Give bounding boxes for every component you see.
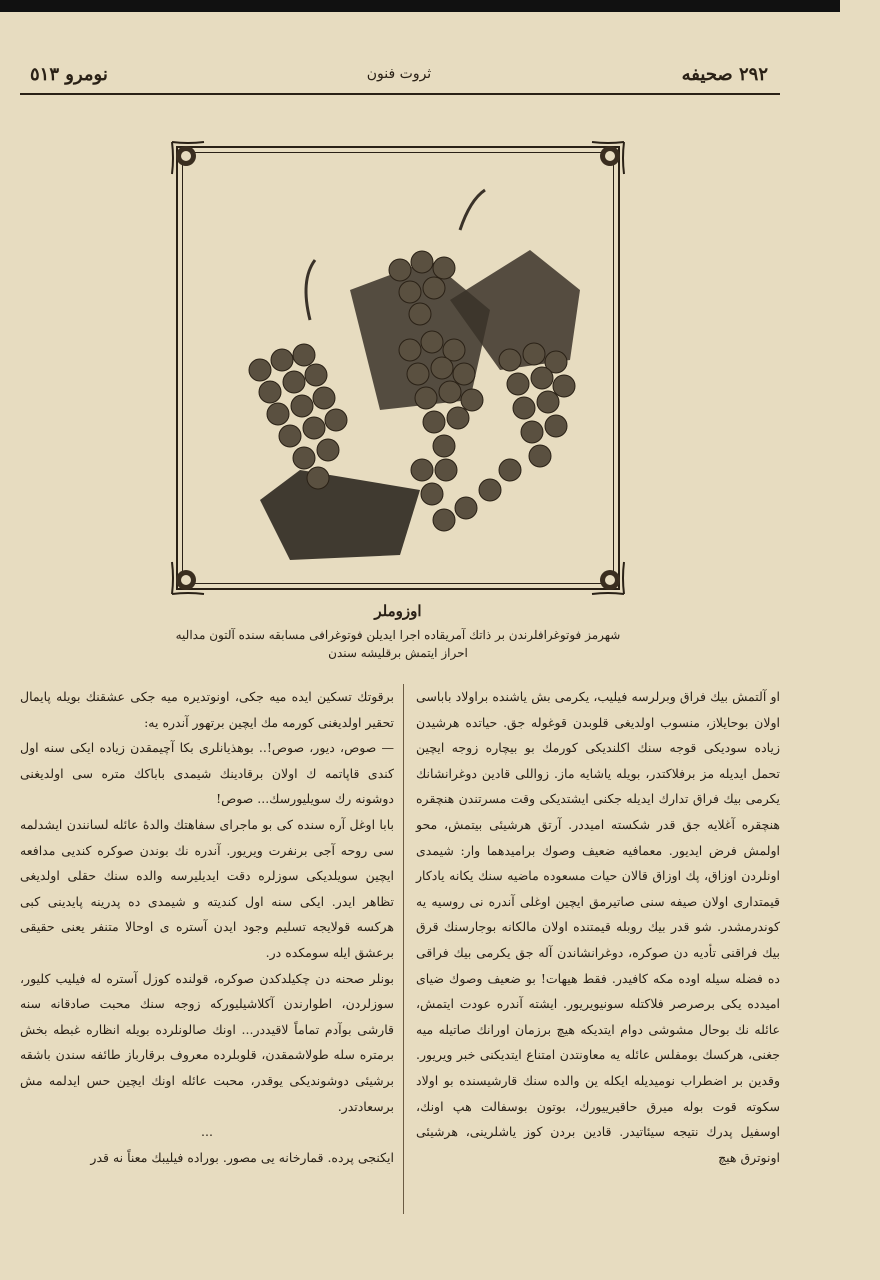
column-divider bbox=[403, 684, 404, 1214]
paragraph: بونلر صحنه دن چكيلدكدن صوكره، قولنده كوزل آستره له فيليب كليور، سوزلردن، اطوارندن آكلاشيليوركه زوجه سنك محبت صادقانه سنه قارشى بوآدم تماماً لاقيددر... اونك صالونلرده بويله انظاره غبطه بخش برمتره سله طولاشمقدن، قلوبلرده معروف برقارباز طائفه سندن باشقه برشيئى دوشونديكى يوقدر، محبت عائله اونك ايچين حس ايدلمه مش برسعادتدر. bbox=[20, 970, 394, 1114]
caption-text: شهرمز فوتوغرافلرندن بر ذاتك آمريقاده اجرا ايديلن فوتوغرافى مسابقه سنده آلتون مداليه احراز ايتمش برقليشه سندن bbox=[175, 628, 621, 660]
page-number: ٢٩٢ صحيفه bbox=[681, 64, 768, 85]
issue-number: نومرو ٥١٣ bbox=[30, 64, 108, 85]
caption-title: اوزوملر bbox=[374, 602, 422, 620]
paragraph: برقوتك تسكين ايده ميه جكى، اونوتديره ميه جكى عشقنك بويله پايمال تحقير اولديغنى كورمه مك ايچين برتهور آندره يه: bbox=[20, 689, 394, 730]
grapes-photograph bbox=[200, 170, 596, 566]
paragraph: او آلتمش بيك فراق وبرلرسه فيليب، يكرمى بش ياشنده براولاد باباسى اولان بوحايلاز، منسوب اولديغى قلوبدن قوغوله جق. حياتده هرشيدن زياده سوديكى قوجه سنك اكلنديكى كورمك بو بيچاره زوجه ايچين تحمل ايديله مز برفلاكتدر، بويله ياشايه ماز. زواللى قادين دوغرانشانك يكرمى بيك فراق تدارك ايديله جكنى ايشتديكى وقت مسرتندن هنچقره هنچقره آغلايه جق قدر شكسته اميددر. آرتق هرشيئى بيتمش، محو اولمش فرض ايديور. معمافيه ضعيف وصوك براميدهما وار: شيمدى اونلردن اوزاق، پك اوزاق قالان حيات مسعوده ماضيه سنك يكانه يادكار قيمتدارى اولان صيفه سنى صاتيرمق ايچين اوغلى آندره نى روسيه يه كوندرمشدر. شو قدر بيك روبله قيمتنده اولان مالكانه بوجارسنك قرق بيك فراقنى تأديه دن صوكره، دوغرانشاندن آله جق يكرمى بيك فراقى ده فضله سيله اوده مكه كافيدر. فقط هيهات! بو ضعيف وصوك ضياى اميدده يكى برصرصر فلاكتله سونيويريور. ايشته آندره عودت ايتمش، عائله نك بوحال مشوشى دوام ايتديكه هيچ برزمان اورانك صاتيله ميه جغنى، هركسك بومفلس عائله يه معاونتدن امتناع ايتديكنى خبر ويريور. وقدين بر اضطراب نوميديله ايكله ين والده سنك قارشيسنده بو اولاد سكوته قوت بوله ميرق حاقيرييورك، بوتون بوسفالت هپ اونك، اوسفيل پدرك نتيجه سيئاتيدر. قادين بردن كوز ياشلرينى، هرشيئى اونوترق هيچ bbox=[416, 689, 780, 1165]
magazine-title: ثروت فنون bbox=[366, 66, 432, 82]
section-separator: ... bbox=[201, 1124, 213, 1140]
page-header bbox=[20, 62, 778, 92]
page-top-edge bbox=[0, 0, 880, 12]
article-column-left bbox=[20, 684, 394, 1170]
illustration-frame bbox=[170, 140, 626, 596]
header-rule bbox=[20, 93, 780, 95]
paragraph: ايكنجى پرده. قمارخانه يى مصور. بوراده فيليبك معناً نه قدر bbox=[90, 1149, 394, 1165]
paragraph: — صوص، ديور، صوص!.. بوهذيانلرى بكا آچيمقدن زياده ايكى سنه اول كندى قاپاتمه ك اولان برقادينك شيمدى باباكك متره سى اولديغنى دوشونه رك سويليورسك... صوص! bbox=[20, 740, 394, 807]
paragraph: بابا اوغل آره سنده كى بو ماجراى سفاهتك والدۀ عائله لسانندن ايشدلمه سى روحه آجى برنفرت ويريور. آندره نك بوندن صوكره كنديى مدافعه ايچين سويلديكى سوزلره دقت ايديليرسه والده سنك حقلى اولديغى تظاهر ايدر. ايكى سنه اول كنديته و شيمدى ده پدرينه پايدينى كبى هركسه قولايجه تسليم وجود ايدن آستره ى اوحالا متنفر يعنى حقيقى برعشق ايله سومكده در. bbox=[20, 816, 394, 960]
article-column-right bbox=[416, 684, 780, 1170]
